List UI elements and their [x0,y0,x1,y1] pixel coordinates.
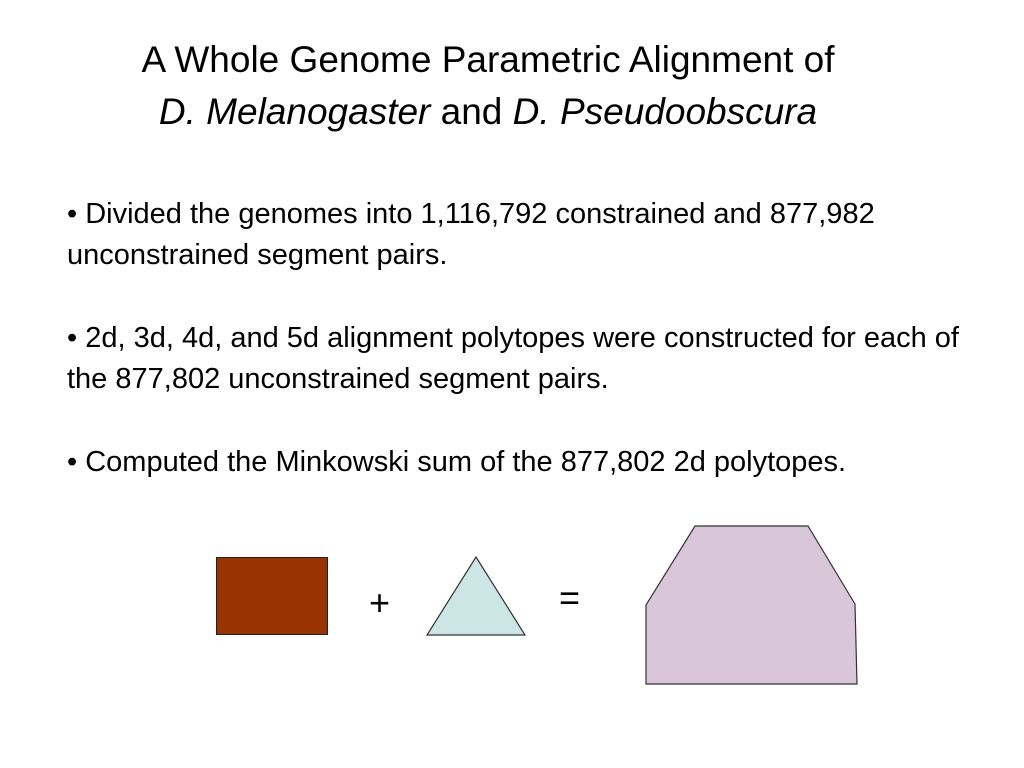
equals-sign: = [559,577,581,618]
title-connector: and [440,91,503,132]
title-line-1: A Whole Genome Parametric Alignment of [141,39,835,80]
slide-title [0,34,976,138]
minkowski-sum-graphic [644,524,860,688]
triangle-polytope [427,557,525,635]
bullet-item: • 2d, 3d, 4d, and 5d alignment polytopes were constructed for each of the 877,802 unconstrained segment pairs. [67,322,959,395]
minkowski-sum-polygon [646,526,857,684]
bullet-item: • Computed the Minkowski sum of the 877,802 2d polytopes. [67,446,847,478]
bullet-item: • Divided the genomes into 1,116,792 constrained and 877,982 unconstrained segment pairs. [67,198,875,271]
title-species-1: D. Melanogaster [158,91,431,132]
rectangle-polytope [216,557,328,635]
title-line-2 [0,86,976,138]
triangle-polytope-graphic [425,555,527,637]
plus-sign: + [369,582,391,623]
title-species-2: D. Pseudoobscura [512,91,818,132]
bullet-list [67,194,997,525]
